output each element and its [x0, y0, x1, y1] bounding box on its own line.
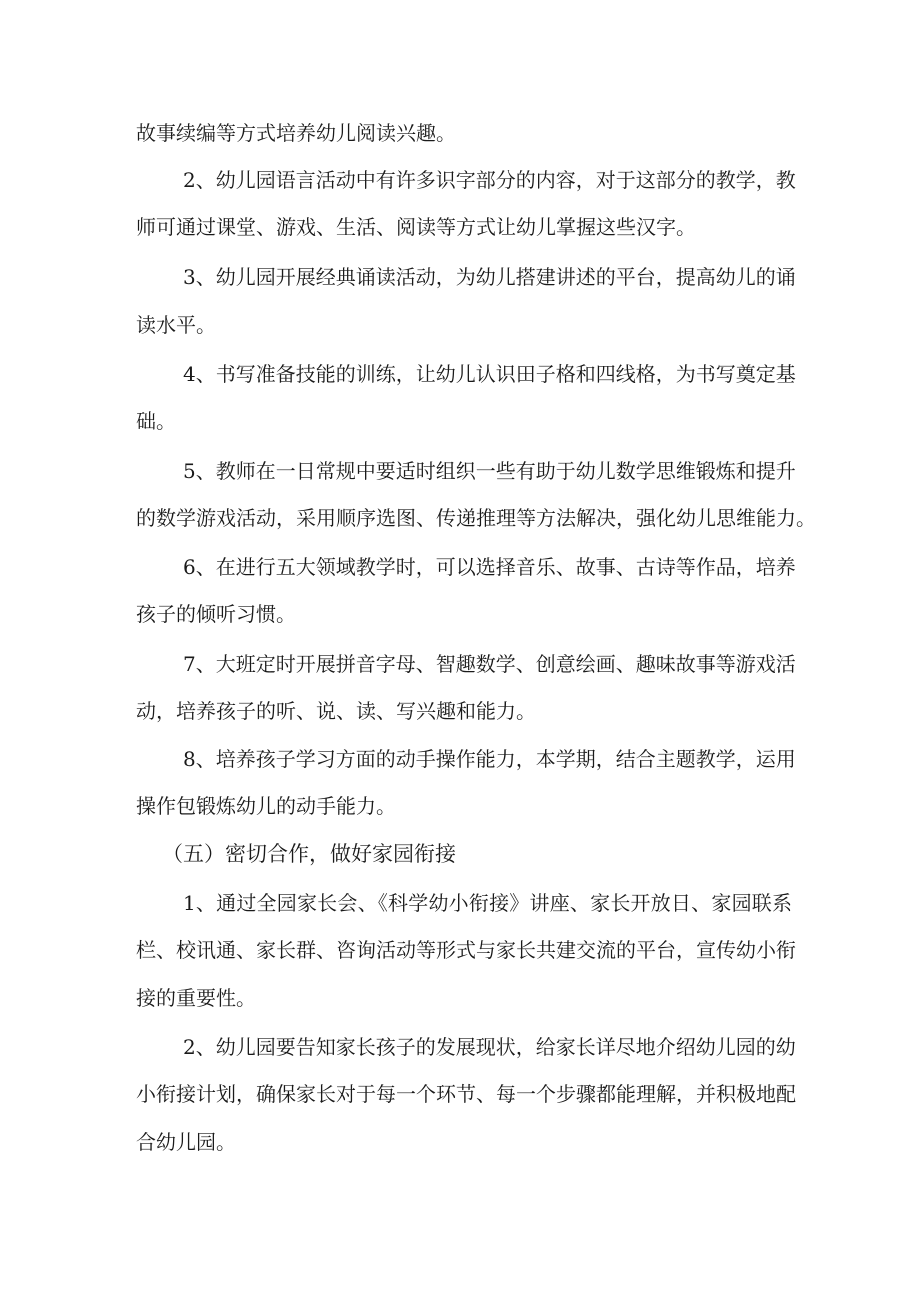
paragraph-line: 师可通过课堂、游戏、生活、阅读等方式让幼儿掌握这些汉字。 [136, 215, 696, 239]
paragraph-line: 2、幼儿园语言活动中有许多识字部分的内容，对于这部分的教学，教 [183, 168, 796, 192]
paragraph-line: 的数学游戏活动，采用顺序选图、传递推理等方法解决，强化幼儿思维能力。 [136, 506, 816, 530]
paragraph-line: 读水平。 [136, 313, 216, 337]
paragraph-line: 故事续编等方式培养幼儿阅读兴趣。 [136, 121, 456, 145]
paragraph-line: 栏、校讯通、家长群、咨询活动等形式与家长共建交流的平台，宣传幼小衔 [136, 938, 796, 962]
paragraph-line: 础。 [136, 409, 176, 433]
paragraph-line: 1、通过全园家长会、《科学幼小衔接》讲座、家长开放日、家园联系 [183, 891, 792, 915]
paragraph-line: 接的重要性。 [136, 986, 256, 1010]
section-heading: （五）密切合作，做好家园衔接 [162, 842, 456, 866]
paragraph-line: 小衔接计划，确保家长对于每一个环节、每一个步骤都能理解，并积极地配 [136, 1082, 796, 1106]
paragraph-line: 8、培养孩子学习方面的动手操作能力，本学期，结合主题教学，运用 [183, 747, 796, 771]
paragraph-line: 孩子的倾听习惯。 [136, 602, 296, 626]
paragraph-line: 4、书写准备技能的训练，让幼儿认识田子格和四线格，为书写奠定基 [183, 362, 796, 386]
paragraph-line: 动，培养孩子的听、说、读、写兴趣和能力。 [136, 699, 536, 723]
paragraph-line: 5、教师在一日常规中要适时组织一些有助于幼儿数学思维锻炼和提升 [183, 459, 796, 483]
paragraph-line: 2、幼儿园要告知家长孩子的发展现状，给家长详尽地介绍幼儿园的幼 [183, 1035, 796, 1059]
paragraph-line: 合幼儿园。 [136, 1130, 236, 1154]
paragraph-line: 3、幼儿园开展经典诵读活动，为幼儿搭建讲述的平台，提高幼儿的诵 [183, 265, 796, 289]
paragraph-line: 6、在进行五大领域教学时，可以选择音乐、故事、古诗等作品，培养 [183, 555, 796, 579]
paragraph-line: 7、大班定时开展拼音字母、智趣数学、创意绘画、趣味故事等游戏活 [183, 652, 796, 676]
paragraph-line: 操作包锻炼幼儿的动手能力。 [136, 794, 396, 818]
